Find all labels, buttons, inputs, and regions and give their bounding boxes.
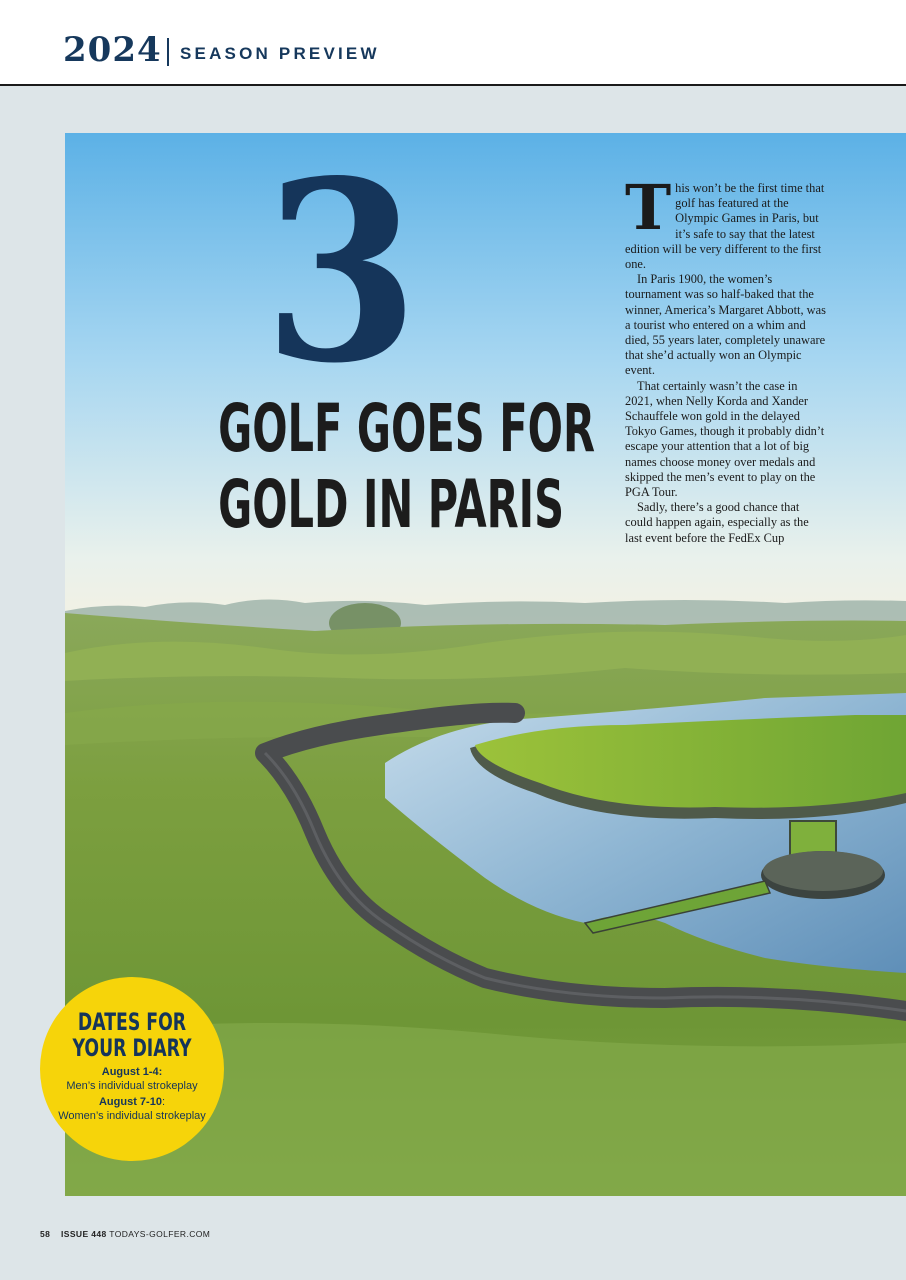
year-label: 2024 — [63, 30, 162, 70]
event-1-description: Men’s individual strokeplay — [66, 1079, 198, 1092]
page-header — [0, 0, 906, 86]
event-2-colon: : — [161, 1096, 166, 1108]
paragraph-1-text: his won’t be the first time that golf has featured at the Olympic Games in Paris, but it’s safe to say that the latest edition will be very different to the first one. — [625, 181, 825, 272]
feature-number: 3 — [263, 133, 419, 418]
page-footer — [40, 1229, 210, 1239]
headline — [218, 390, 596, 543]
headline-line-1: GOLF GOES FOR — [218, 390, 596, 467]
tee-top — [763, 851, 883, 891]
diary-dates — [56, 1066, 208, 1123]
page-number: 58 — [40, 1229, 51, 1239]
paragraph-4: Sadly, there’s a good chance that could happen again, especially as the last event before the FedEx Cup — [625, 500, 809, 545]
website: TODAYS-GOLFER.COM — [109, 1229, 211, 1239]
headline-line-2: GOLD IN PARIS — [218, 466, 565, 543]
event-2-description: Women’s individual strokeplay — [58, 1109, 206, 1122]
header-divider — [167, 38, 169, 66]
paragraph-2: In Paris 1900, the women’s tournament was so half-baked that the winner, America’s Margaret Abbott, was a tourist who entered on a whim and died, 55 years later, completely unaware that she’d actually won an Olympic event. — [625, 272, 826, 378]
paragraph-1 — [625, 171, 827, 272]
article-body — [625, 171, 827, 546]
event-1-date: August 1-4: — [101, 1066, 163, 1078]
drop-cap: T — [625, 171, 672, 244]
event-2-date: August 7-10 — [98, 1096, 162, 1108]
diary-title-line-2: YOUR DIARY — [72, 1034, 192, 1062]
diary-title-line-1: DATES FOR — [77, 1008, 187, 1036]
section-title: SEASON PREVIEW — [180, 44, 380, 63]
dates-for-diary-badge — [40, 977, 224, 1161]
diary-title — [66, 1009, 198, 1061]
issue-number: ISSUE 448 — [61, 1229, 107, 1239]
paragraph-3: That certainly wasn’t the case in 2021, when Nelly Korda and Xander Schauffele won gold in the delayed Tokyo Games, though it probably didn’t escape your attention that a lot of big names choose money over medals and skipped the men’s event to play on the PGA Tour. — [625, 378, 825, 500]
